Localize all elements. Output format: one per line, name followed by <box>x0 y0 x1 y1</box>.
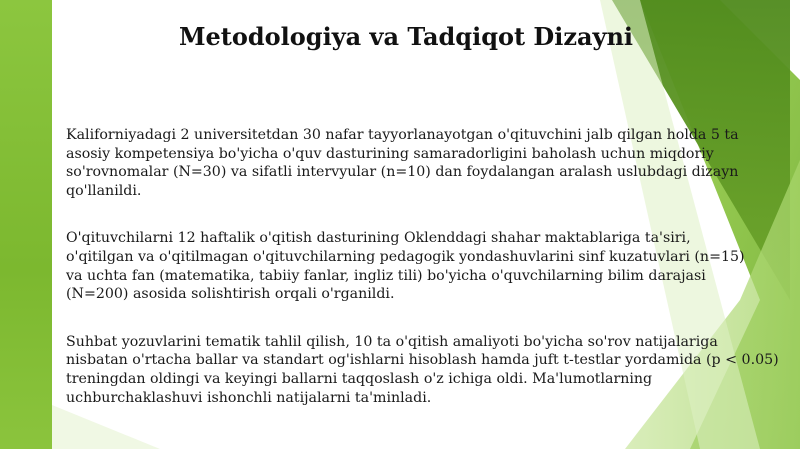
paragraph-1: Kaliforniyadagi 2 universitetdan 30 nafar tayyorlanayotgan o'qituvchini jalb qilgan holda 5 ta asosiy kompetensiya bo'yicha o'quv dasturining samaradorligini baholash uchun miqdoriy so'rovnomalar (N=30) va sifatli intervyular (n=10) dan foydalangan aralash uslubdagi dizayn qo'llanildi. <box>66 127 739 199</box>
slide-title: Metodologiya va Tadqiqot Dizayni <box>178 22 634 51</box>
paragraph-3: Suhbat yozuvlarini tematik tahlil qilish, 10 ta o'qitish amaliyoti bo'yicha so'rov natijalariga nisbatan o'rtacha ballar va standart og'ishlarni hisoblash hamda juft t-testlar yordamida (p < 0.05) treningdan oldingi va keyingi ballarni taqqoslash o'z ichiga oldi. Ma'lumotlarning uchburchaklashuvi ishonchli natijalarni ta'minladi. <box>66 333 779 406</box>
slide-body <box>66 126 786 436</box>
paragraph-2: O'qituvchilarni 12 haftalik o'qitish dasturining Oklenddagi shahar maktablariga ta'siri, o'qitilgan va o'qitilmagan o'qituvchilarning pedagogik yondashuvlarini sinf kuzatuvlari (n=15) va uchta fan (matematika, tabiiy fanlar, ingliz tili) bo'yicha o'quvchilarning bilim darajasi (N=200) asosida solishtirish orqali o'rganildi. <box>66 230 745 303</box>
